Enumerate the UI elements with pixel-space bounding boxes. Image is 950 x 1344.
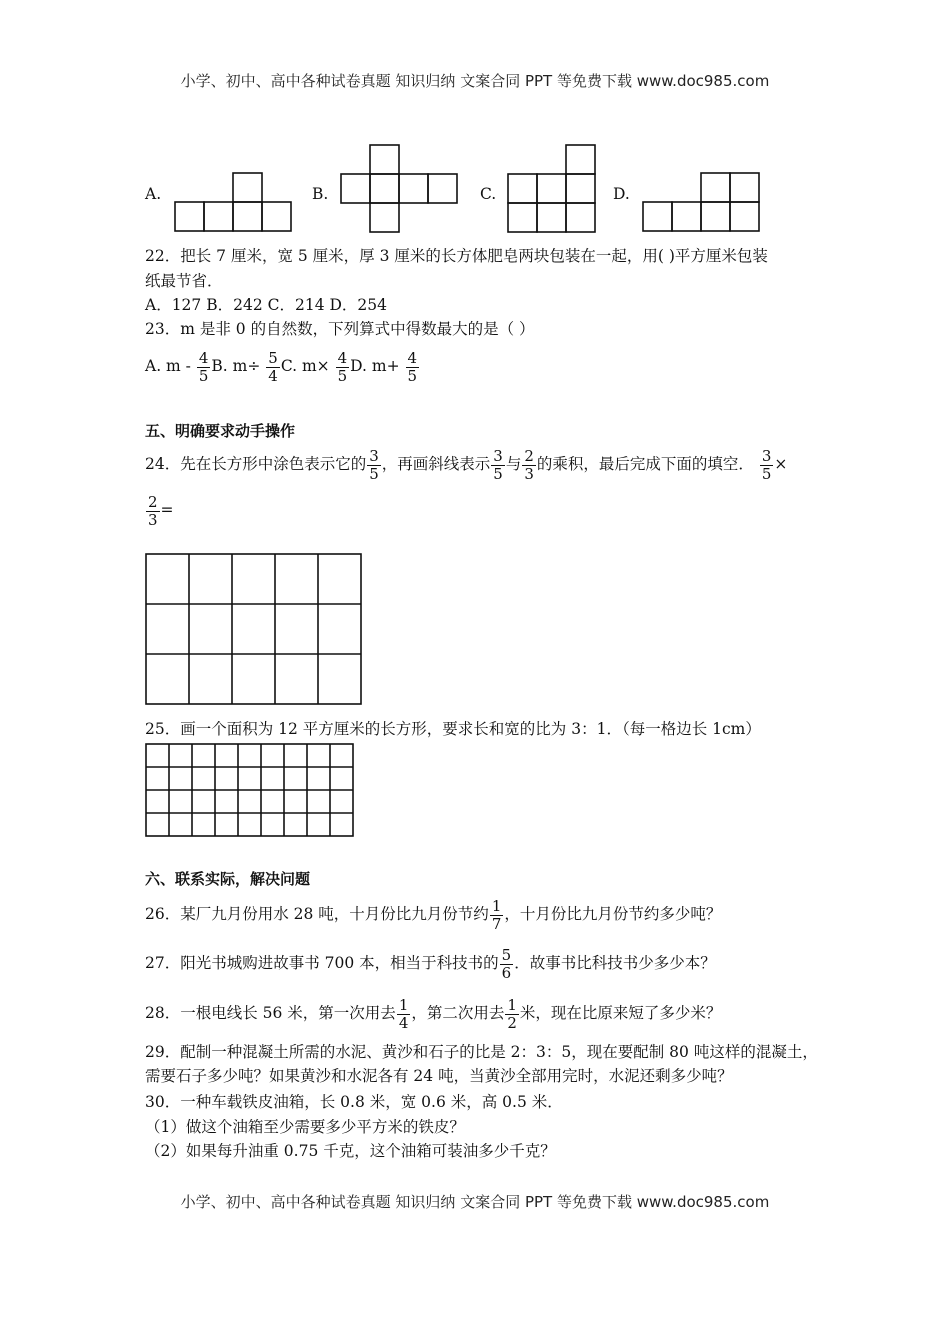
option-b-label: B. — [312, 185, 329, 203]
q30-part-1: （1）做这个油箱至少需要多少平方米的铁皮？ — [145, 1118, 465, 1136]
equals-sign: = — [160, 501, 174, 519]
page-header: 小学、初中、高中各种试卷真题 知识归纳 文案合同 PPT 等免费下载 www.doc985.com — [180, 72, 770, 90]
q26-fraction: $\frac{1}{7}$ — [491, 896, 502, 933]
q23-option-d: D. m+ — [350, 357, 400, 375]
q28-fraction-1: $\frac{1}{4}$ — [398, 995, 409, 1032]
q23-fraction-c: $\frac{4}{5}$ — [337, 348, 348, 385]
section-6-title: 六、联系实际，解决问题 — [145, 870, 311, 888]
q23-fraction-d: $\frac{4}{5}$ — [407, 348, 418, 385]
net-figure-d — [640, 170, 765, 236]
q28-stem: 28．一根电线长 56 米，第一次用去 $\frac{1}{4}$ ，第二次用去 $\frac{1}{2}$ 米，现在比原来短了多少米？ — [145, 995, 722, 1032]
q24-text-3: 与 — [505, 455, 522, 473]
q24-fraction-2-3: $\frac{2}{3}$ — [524, 446, 534, 483]
q22-options: A．127 B．242 C．214 D．254 — [145, 296, 387, 314]
q23-fraction-b: $\frac{5}{4}$ — [268, 348, 278, 385]
q24-text-2: ，再画斜线表示 — [381, 455, 491, 473]
section-5-title: 五、明确要求动手操作 — [145, 422, 296, 440]
q25-square-grid — [143, 741, 357, 839]
q24-fill-fraction-3-5: $\frac{3}{5}$ — [761, 446, 772, 483]
option-c-label: C. — [480, 185, 497, 203]
q27-stem: 27．阳光书城购进故事书 700 本，相当于科技书的 $\frac{5}{6}$ ．故事书比科技书少多少本？ — [145, 945, 716, 982]
q24-fraction-3-5: $\frac{3}{5}$ — [369, 446, 379, 483]
q23-option-b: B. m÷ — [211, 357, 261, 375]
q24-fill-fraction-2-3: $\frac{2}{3}$ — [148, 492, 158, 529]
q27-fraction: $\frac{5}{6}$ — [501, 945, 512, 982]
q26-stem: 26．某厂九月份用水 28 吨，十月份比九月份节约 $\frac{1}{7}$ ，十月份比九月份节约多少吨？ — [145, 896, 722, 933]
net-figure-a — [170, 170, 295, 236]
page-footer: 小学、初中、高中各种试卷真题 知识归纳 文案合同 PPT 等免费下载 www.doc985.com — [180, 1193, 770, 1211]
times-sign: × — [774, 455, 788, 473]
q29-stem-line1: 29．配制一种混凝土所需的水泥、黄沙和石子的比是 2：3：5，现在要配制 80 吨这样的混凝土， — [145, 1043, 818, 1061]
q23-option-a: A. m - — [145, 357, 191, 375]
q24-text-1: 24．先在长方形中涂色表示它的 — [145, 455, 367, 473]
option-a-label: A. — [145, 185, 162, 203]
q24-fraction-3-5-b: $\frac{3}{5}$ — [493, 446, 503, 483]
q24-text-4: 的乘积，最后完成下面的填空． — [536, 455, 754, 473]
q29-stem-line2: 需要石子多少吨？如果黄沙和水泥各有 24 吨，当黄沙全部用完时，水泥还剩多少吨？ — [145, 1067, 733, 1085]
q24-stem — [145, 446, 787, 483]
net-figure-b — [338, 142, 463, 236]
q30-stem: 30．一种车载铁皮油箱，长 0.8 米，宽 0.6 米，高 0.5 米． — [145, 1093, 563, 1111]
option-d-label: D. — [613, 185, 630, 203]
q30-part-2: （2）如果每升油重 0.75 千克，这个油箱可装油多少千克？ — [145, 1142, 556, 1160]
q22-stem-line1: 22．把长 7 厘米，宽 5 厘米，厚 3 厘米的长方体肥皂两块包装在一起，用( )平方厘米包装 — [145, 247, 768, 265]
q22-stem-line2: 纸最节省． — [145, 272, 223, 290]
q25-stem: 25．画一个面积为 12 平方厘米的长方形，要求长和宽的比为 3：1．（每一格边长 1cm） — [145, 720, 761, 738]
q23-fraction-a: $\frac{4}{5}$ — [198, 348, 209, 385]
q24-rectangle-grid — [143, 551, 365, 707]
q28-fraction-2: $\frac{1}{2}$ — [507, 995, 517, 1032]
q23-options — [145, 348, 420, 385]
q23-option-c: C. m× — [280, 357, 330, 375]
net-figure-c — [505, 142, 601, 236]
q23-stem: 23．m 是非 0 的自然数，下列算式中得数最大的是（ ） — [145, 320, 535, 338]
q24-fill-line — [145, 490, 174, 530]
